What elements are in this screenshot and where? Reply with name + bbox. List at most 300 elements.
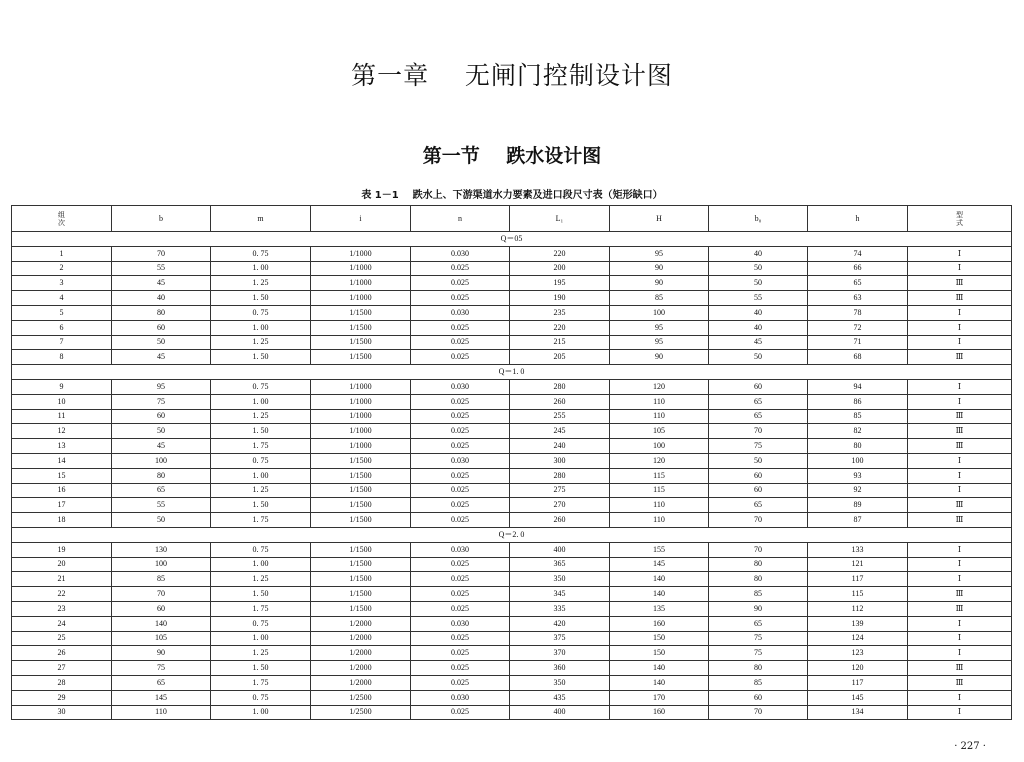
cell-b: 75 [112, 661, 211, 676]
cell-h-lower: 117 [808, 675, 908, 690]
cell-l1: 235 [510, 305, 610, 320]
cell-type: Ⅰ [908, 394, 1012, 409]
cell-i: 1/1000 [311, 379, 411, 394]
cell-n: 0.025 [411, 468, 510, 483]
cell-h-lower: 117 [808, 572, 908, 587]
cell-n: 0.030 [411, 305, 510, 320]
cell-i: 1/1500 [311, 335, 411, 350]
table-row [12, 616, 1012, 631]
header-group-char-1: 组 [58, 210, 65, 219]
header-h-lower: h [808, 206, 908, 232]
cell-group: 7 [12, 335, 112, 350]
cell-m: 1. 25 [211, 646, 311, 661]
group-header-row [12, 365, 1012, 380]
cell-l1: 400 [510, 542, 610, 557]
cell-b: 80 [112, 305, 211, 320]
cell-group: 27 [12, 661, 112, 676]
cell-l1: 400 [510, 705, 610, 720]
cell-m: 1. 00 [211, 705, 311, 720]
cell-b0: 50 [709, 261, 808, 276]
cell-i: 1/1000 [311, 291, 411, 306]
cell-m: 1. 50 [211, 350, 311, 365]
cell-type: Ⅲ [908, 291, 1012, 306]
cell-h-lower: 65 [808, 276, 908, 291]
cell-b0: 60 [709, 379, 808, 394]
flow-group-label: Q＝2. 0 [12, 527, 1012, 542]
cell-b0: 65 [709, 394, 808, 409]
cell-group: 25 [12, 631, 112, 646]
cell-b0: 65 [709, 498, 808, 513]
cell-b: 110 [112, 705, 211, 720]
cell-n: 0.025 [411, 335, 510, 350]
cell-h-lower: 139 [808, 616, 908, 631]
cell-group: 28 [12, 675, 112, 690]
cell-m: 1. 50 [211, 661, 311, 676]
flow-group-label: Q＝05 [12, 232, 1012, 247]
cell-h-lower: 72 [808, 320, 908, 335]
cell-h-lower: 68 [808, 350, 908, 365]
cell-h-lower: 120 [808, 661, 908, 676]
cell-group: 24 [12, 616, 112, 631]
cell-type: Ⅲ [908, 675, 1012, 690]
cell-h-lower: 63 [808, 291, 908, 306]
table-row [12, 646, 1012, 661]
cell-m: 1. 25 [211, 335, 311, 350]
cell-b: 55 [112, 498, 211, 513]
cell-l1: 420 [510, 616, 610, 631]
cell-type: Ⅰ [908, 320, 1012, 335]
header-i: i [311, 206, 411, 232]
cell-group: 5 [12, 305, 112, 320]
cell-i: 1/2500 [311, 690, 411, 705]
cell-n: 0.025 [411, 261, 510, 276]
cell-b0: 65 [709, 616, 808, 631]
cell-type: Ⅲ [908, 587, 1012, 602]
table-row [12, 542, 1012, 557]
cell-group: 1 [12, 246, 112, 261]
cell-h-upper: 110 [610, 409, 709, 424]
cell-i: 1/1500 [311, 453, 411, 468]
cell-i: 1/1000 [311, 261, 411, 276]
cell-h-upper: 170 [610, 690, 709, 705]
cell-m: 1. 50 [211, 424, 311, 439]
cell-l1: 280 [510, 379, 610, 394]
header-group-char-2: 次 [58, 218, 65, 227]
cell-m: 1. 00 [211, 468, 311, 483]
cell-b0: 80 [709, 661, 808, 676]
cell-b0: 85 [709, 675, 808, 690]
page-number: · 227 · [954, 741, 986, 752]
chapter-title: 第一章 无闸门控制设计图 [351, 61, 673, 90]
cell-n: 0.025 [411, 631, 510, 646]
cell-h-upper: 140 [610, 572, 709, 587]
cell-h-upper: 160 [610, 616, 709, 631]
cell-m: 0. 75 [211, 690, 311, 705]
cell-h-upper: 100 [610, 305, 709, 320]
cell-m: 1. 25 [211, 572, 311, 587]
cell-h-upper: 120 [610, 453, 709, 468]
cell-b: 70 [112, 246, 211, 261]
cell-m: 1. 50 [211, 587, 311, 602]
table-row [12, 513, 1012, 528]
cell-h-upper: 150 [610, 646, 709, 661]
cell-h-upper: 105 [610, 424, 709, 439]
cell-b0: 85 [709, 587, 808, 602]
cell-n: 0.025 [411, 350, 510, 365]
cell-b: 95 [112, 379, 211, 394]
cell-m: 1. 00 [211, 394, 311, 409]
cell-b0: 70 [709, 513, 808, 528]
cell-m: 0. 75 [211, 616, 311, 631]
cell-type: Ⅰ [908, 379, 1012, 394]
cell-b: 80 [112, 468, 211, 483]
cell-n: 0.025 [411, 675, 510, 690]
cell-i: 1/1500 [311, 587, 411, 602]
cell-type: Ⅲ [908, 409, 1012, 424]
cell-group: 3 [12, 276, 112, 291]
cell-l1: 280 [510, 468, 610, 483]
cell-type: Ⅲ [908, 439, 1012, 454]
cell-b: 50 [112, 424, 211, 439]
cell-h-lower: 71 [808, 335, 908, 350]
cell-m: 1. 00 [211, 261, 311, 276]
cell-n: 0.025 [411, 276, 510, 291]
cell-h-lower: 100 [808, 453, 908, 468]
cell-n: 0.025 [411, 439, 510, 454]
cell-l1: 365 [510, 557, 610, 572]
cell-type: Ⅰ [908, 616, 1012, 631]
cell-b: 45 [112, 276, 211, 291]
cell-type: Ⅰ [908, 542, 1012, 557]
header-b: b [112, 206, 211, 232]
table-row [12, 379, 1012, 394]
table-row [12, 705, 1012, 720]
cell-h-lower: 86 [808, 394, 908, 409]
cell-n: 0.025 [411, 291, 510, 306]
table-row [12, 631, 1012, 646]
cell-h-lower: 82 [808, 424, 908, 439]
cell-group: 21 [12, 572, 112, 587]
cell-l1: 200 [510, 261, 610, 276]
cell-i: 1/2000 [311, 675, 411, 690]
cell-b0: 40 [709, 246, 808, 261]
cell-b: 70 [112, 587, 211, 602]
cell-i: 1/1500 [311, 350, 411, 365]
cell-b: 40 [112, 291, 211, 306]
header-type-char-2: 式 [956, 218, 963, 227]
cell-h-upper: 150 [610, 631, 709, 646]
cell-b: 55 [112, 261, 211, 276]
cell-h-lower: 74 [808, 246, 908, 261]
cell-l1: 300 [510, 453, 610, 468]
cell-type: Ⅰ [908, 305, 1012, 320]
cell-n: 0.025 [411, 498, 510, 513]
cell-type: Ⅰ [908, 261, 1012, 276]
cell-h-lower: 115 [808, 587, 908, 602]
cell-b: 65 [112, 483, 211, 498]
cell-b: 60 [112, 409, 211, 424]
cell-b0: 80 [709, 572, 808, 587]
cell-group: 15 [12, 468, 112, 483]
cell-h-upper: 95 [610, 246, 709, 261]
cell-h-lower: 134 [808, 705, 908, 720]
cell-h-lower: 145 [808, 690, 908, 705]
cell-b0: 70 [709, 705, 808, 720]
cell-h-upper: 140 [610, 661, 709, 676]
cell-b0: 40 [709, 320, 808, 335]
cell-b: 100 [112, 453, 211, 468]
cell-type: Ⅲ [908, 661, 1012, 676]
cell-m: 1. 25 [211, 409, 311, 424]
cell-b0: 55 [709, 291, 808, 306]
cell-group: 2 [12, 261, 112, 276]
cell-h-upper: 140 [610, 675, 709, 690]
cell-h-upper: 85 [610, 291, 709, 306]
cell-n: 0.025 [411, 601, 510, 616]
cell-l1: 260 [510, 394, 610, 409]
table-row [12, 424, 1012, 439]
table-row [12, 690, 1012, 705]
cell-n: 0.030 [411, 690, 510, 705]
cell-b0: 50 [709, 453, 808, 468]
table-row [12, 305, 1012, 320]
cell-i: 1/1500 [311, 468, 411, 483]
cell-l1: 190 [510, 291, 610, 306]
flow-group-label: Q＝1. 0 [12, 365, 1012, 380]
cell-h-lower: 92 [808, 483, 908, 498]
table-row [12, 439, 1012, 454]
cell-b0: 70 [709, 424, 808, 439]
cell-l1: 350 [510, 572, 610, 587]
cell-h-upper: 110 [610, 513, 709, 528]
cell-type: Ⅲ [908, 350, 1012, 365]
header-group [12, 206, 112, 232]
table-row [12, 572, 1012, 587]
cell-b: 60 [112, 601, 211, 616]
cell-l1: 270 [510, 498, 610, 513]
cell-type: Ⅲ [908, 513, 1012, 528]
cell-type: Ⅲ [908, 601, 1012, 616]
table-caption: 表 1－1 跌水上、下游渠道水力要素及进口段尺寸表（矩形缺口） [361, 190, 663, 201]
cell-m: 0. 75 [211, 305, 311, 320]
cell-i: 1/1500 [311, 601, 411, 616]
cell-group: 17 [12, 498, 112, 513]
table-row [12, 498, 1012, 513]
cell-b0: 80 [709, 557, 808, 572]
cell-b0: 50 [709, 276, 808, 291]
cell-b: 75 [112, 394, 211, 409]
cell-group: 19 [12, 542, 112, 557]
table-row [12, 483, 1012, 498]
cell-l1: 435 [510, 690, 610, 705]
cell-b0: 60 [709, 468, 808, 483]
cell-i: 1/1500 [311, 557, 411, 572]
cell-i: 1/1500 [311, 572, 411, 587]
cell-group: 20 [12, 557, 112, 572]
cell-h-upper: 120 [610, 379, 709, 394]
cell-l1: 220 [510, 320, 610, 335]
cell-i: 1/1500 [311, 513, 411, 528]
cell-m: 1. 75 [211, 439, 311, 454]
cell-l1: 205 [510, 350, 610, 365]
cell-m: 1. 75 [211, 513, 311, 528]
cell-n: 0.025 [411, 587, 510, 602]
cell-h-lower: 94 [808, 379, 908, 394]
cell-h-lower: 112 [808, 601, 908, 616]
group-header-row [12, 527, 1012, 542]
header-row [12, 206, 1012, 232]
cell-n: 0.025 [411, 394, 510, 409]
cell-l1: 195 [510, 276, 610, 291]
cell-type: Ⅰ [908, 453, 1012, 468]
cell-h-upper: 115 [610, 483, 709, 498]
cell-i: 1/1500 [311, 320, 411, 335]
cell-l1: 245 [510, 424, 610, 439]
table-row [12, 276, 1012, 291]
cell-type: Ⅰ [908, 246, 1012, 261]
cell-b: 100 [112, 557, 211, 572]
cell-m: 1. 00 [211, 631, 311, 646]
cell-n: 0.025 [411, 409, 510, 424]
header-type-char-1: 型 [956, 210, 963, 219]
cell-l1: 335 [510, 601, 610, 616]
cell-b: 140 [112, 616, 211, 631]
cell-i: 1/1000 [311, 246, 411, 261]
cell-h-lower: 80 [808, 439, 908, 454]
cell-group: 18 [12, 513, 112, 528]
cell-group: 29 [12, 690, 112, 705]
cell-b0: 60 [709, 483, 808, 498]
cell-type: Ⅲ [908, 276, 1012, 291]
cell-m: 1. 75 [211, 675, 311, 690]
cell-h-upper: 90 [610, 276, 709, 291]
cell-b: 90 [112, 646, 211, 661]
cell-l1: 255 [510, 409, 610, 424]
cell-h-upper: 95 [610, 335, 709, 350]
cell-b: 60 [112, 320, 211, 335]
cell-h-lower: 133 [808, 542, 908, 557]
section-title: 第一节 跌水设计图 [422, 145, 602, 167]
cell-h-lower: 89 [808, 498, 908, 513]
cell-group: 22 [12, 587, 112, 602]
cell-type: Ⅰ [908, 690, 1012, 705]
cell-h-lower: 66 [808, 261, 908, 276]
table-row [12, 335, 1012, 350]
cell-l1: 370 [510, 646, 610, 661]
cell-i: 1/1500 [311, 542, 411, 557]
cell-n: 0.025 [411, 557, 510, 572]
cell-group: 4 [12, 291, 112, 306]
cell-b0: 65 [709, 409, 808, 424]
cell-i: 1/1000 [311, 409, 411, 424]
header-l1: L₁ [510, 206, 610, 232]
group-header-row [12, 232, 1012, 247]
cell-group: 16 [12, 483, 112, 498]
cell-i: 1/1000 [311, 394, 411, 409]
cell-h-upper: 90 [610, 261, 709, 276]
cell-n: 0.030 [411, 453, 510, 468]
cell-m: 1. 50 [211, 498, 311, 513]
cell-type: Ⅰ [908, 572, 1012, 587]
header-b0: b₀ [709, 206, 808, 232]
data-table [11, 205, 1012, 720]
cell-l1: 260 [510, 513, 610, 528]
cell-m: 1. 75 [211, 601, 311, 616]
cell-i: 1/1500 [311, 305, 411, 320]
cell-h-upper: 135 [610, 601, 709, 616]
cell-b: 65 [112, 675, 211, 690]
cell-h-upper: 110 [610, 498, 709, 513]
cell-group: 11 [12, 409, 112, 424]
cell-group: 12 [12, 424, 112, 439]
table-row [12, 291, 1012, 306]
cell-b0: 60 [709, 690, 808, 705]
table-row [12, 453, 1012, 468]
cell-b: 45 [112, 350, 211, 365]
cell-type: Ⅲ [908, 424, 1012, 439]
table-row [12, 675, 1012, 690]
cell-b: 105 [112, 631, 211, 646]
cell-h-upper: 110 [610, 394, 709, 409]
cell-b: 50 [112, 335, 211, 350]
table-row [12, 661, 1012, 676]
cell-i: 1/1500 [311, 483, 411, 498]
cell-type: Ⅰ [908, 557, 1012, 572]
cell-b: 85 [112, 572, 211, 587]
cell-b: 45 [112, 439, 211, 454]
cell-h-upper: 145 [610, 557, 709, 572]
cell-m: 0. 75 [211, 542, 311, 557]
cell-i: 1/2000 [311, 661, 411, 676]
cell-h-upper: 160 [610, 705, 709, 720]
cell-h-upper: 115 [610, 468, 709, 483]
cell-group: 9 [12, 379, 112, 394]
cell-group: 26 [12, 646, 112, 661]
cell-n: 0.025 [411, 513, 510, 528]
cell-h-lower: 123 [808, 646, 908, 661]
cell-b0: 40 [709, 305, 808, 320]
cell-n: 0.030 [411, 616, 510, 631]
cell-n: 0.025 [411, 646, 510, 661]
cell-i: 1/1000 [311, 276, 411, 291]
cell-i: 1/1000 [311, 439, 411, 454]
cell-n: 0.025 [411, 705, 510, 720]
table-row [12, 394, 1012, 409]
cell-m: 0. 75 [211, 246, 311, 261]
cell-group: 23 [12, 601, 112, 616]
cell-i: 1/2000 [311, 646, 411, 661]
cell-h-lower: 87 [808, 513, 908, 528]
cell-b0: 75 [709, 439, 808, 454]
cell-m: 0. 75 [211, 453, 311, 468]
cell-i: 1/2000 [311, 631, 411, 646]
cell-n: 0.025 [411, 424, 510, 439]
cell-n: 0.030 [411, 379, 510, 394]
cell-type: Ⅲ [908, 498, 1012, 513]
table-body [12, 232, 1012, 720]
cell-l1: 275 [510, 483, 610, 498]
cell-l1: 220 [510, 246, 610, 261]
table-row [12, 601, 1012, 616]
cell-l1: 345 [510, 587, 610, 602]
cell-b0: 75 [709, 631, 808, 646]
cell-b: 130 [112, 542, 211, 557]
cell-n: 0.025 [411, 572, 510, 587]
cell-b0: 75 [709, 646, 808, 661]
cell-b: 50 [112, 513, 211, 528]
cell-l1: 350 [510, 675, 610, 690]
cell-group: 6 [12, 320, 112, 335]
